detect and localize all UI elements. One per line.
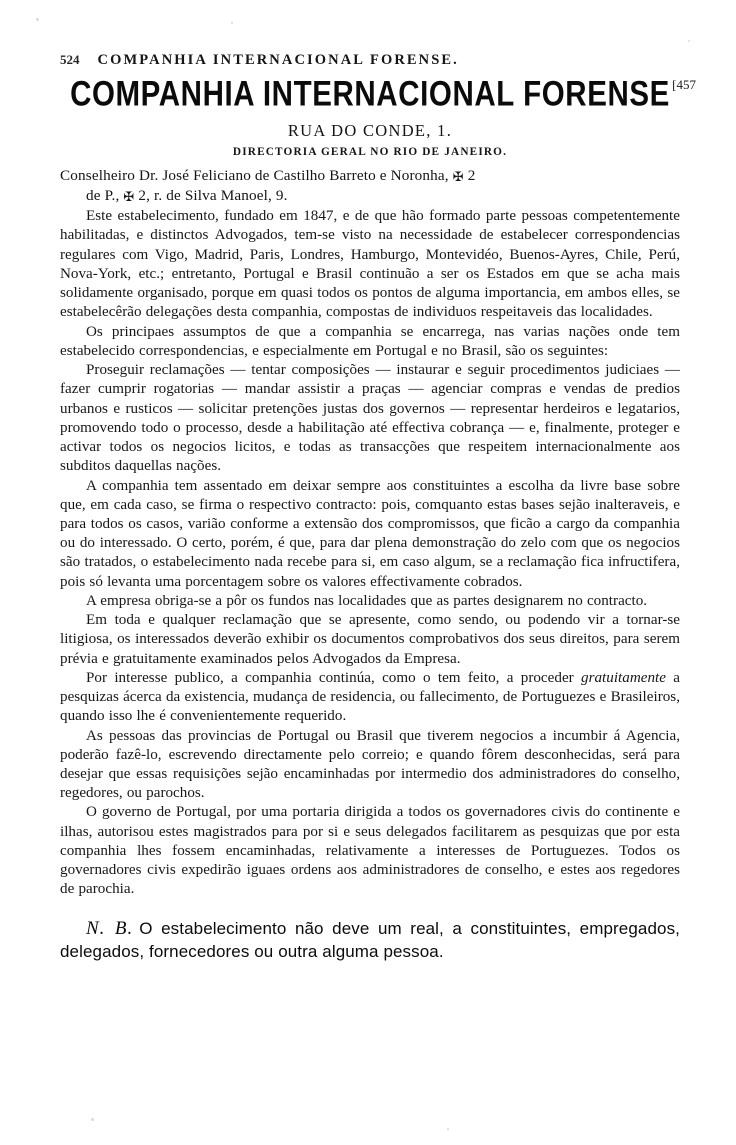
address-subtitle: RUA DO CONDE, 1. [287, 121, 453, 140]
scan-speck [91, 1118, 94, 1121]
page-title: COMPANHIA INTERNACIONAL FORENSE [70, 75, 670, 114]
running-head-title: COMPANHIA INTERNACIONAL FORENSE. [97, 52, 459, 68]
nota-bene-mark: N. B. [86, 917, 134, 939]
cross-icon-1: ✠ [452, 170, 464, 185]
title-block [60, 75, 696, 158]
paragraph: A empresa obriga-se a pôr os fundos nas localidades que as partes designarem no contracto. [86, 592, 648, 609]
nota-bene-text: O estabelecimento não deve um real, a constituintes, empregados, delegados, fornecedores ou outra alguma pessoa. [60, 918, 680, 961]
paragraph-with-italic [60, 669, 680, 727]
director-prefix-2: de P., [86, 186, 120, 204]
scan-speck [688, 40, 690, 42]
director-address-2: 2, r. de Silva Manoel, 9. [138, 186, 288, 204]
paragraph: As pessoas das provincias de Portugal ou Brasil que tiverem negocios a incumbir á Agencia, poderão fazê-lo, escrevendo directamente pelo correio; e quando fôrem desconhecidas, será para desejar que essas requisições sejão encaminhadas por intermedio dos administradores do conselho, regedores, ou parochos. [60, 727, 680, 802]
paragraph: Em toda e qualquer reclamação que se apresente, como sendo, ou podendo vir a tornar-se litigiosa, os interessados deverão exhibir os documentos comprobativos dos seus direitos, para serem prévia e gratuitamente examinados pelos Advogados da Empresa. [60, 612, 680, 667]
paragraph: A companhia tem assentado em deixar sempre aos constituintes a escolha da livre base sobre que, em cada caso, se firma o respectivo contracto: pois, comquanto estas bases sejão inalteraveis, e para todos os casos, varião conforme a extensão dos compromissos, que ficão a cargo da companhia ou do interessado. O certo, porém, é que, para dar plena demonstração do zelo com que os negocios são tratados, o estabelecimento nada recebe para si, em caso algum, se a reclamação fica infructifera, pois só levanta uma porcentagem sobre os valores effectivamente cobrados. [60, 477, 680, 590]
director-grade-1: 2 [467, 167, 476, 184]
page-folio: 524 [60, 52, 80, 67]
scan-speck [36, 18, 39, 21]
running-head [60, 52, 680, 69]
paragraph-italic-post: a pesquizas ácerca da existencia, mudança de residencia, ou fallecimento, de Portuguezes e Brasileiros, quando isso lhe é convenientemente requerido. [60, 669, 680, 725]
paragraph: Proseguir reclamações — tentar composições — instaurar e seguir procedimentos judiciaes — fazer cumprir rogatorias — mandar assistir a praças — agenciar compras e vendas de predios urbanos e rusticos — solicitar pretenções justas dos governos — representar herdeiros e legatarios, promovendo todo o processo, desde a habilitação até effectiva cobrança — e, finalmente, proteger e activar todos os negocios licitos, e todas as transacções que respeitem internacionalmente aos subditos daquellas nações. [60, 362, 680, 475]
director-name-1: Conselheiro Dr. José Feliciano de Castilho Barreto e Noronha, [60, 167, 449, 184]
nota-bene-block [60, 916, 680, 964]
scan-speck [231, 22, 233, 24]
paragraph-italic-pre: Por interesse publico, a companhia continúa, como o tem feito, a proceder [86, 669, 582, 686]
paragraph: Este estabelecimento, fundado em 1847, e de que hão formado parte pessoas competentemente habilitadas, e distinctos Advogados, tem-se visto na necessidade de estabelecer correspondencias regulares com Vigo, Madrid, Paris, Londres, Hamburgo, Montevidéo, Buenos-Ayres, Chile, Perú, Nova-York, etc.; entretanto, Portugal e Brasil continuão a ser os Estados em que se acha mais solidamente organisado, porque em quasi todos os pontos de alguma importancia, em ambos elles, se estabelecêrão delegações desta companhia, compostas de individuos respeitaveis das localidades. [60, 208, 680, 321]
bracket-number: [457 [672, 77, 696, 92]
paragraph: O governo de Portugal, por uma portaria dirigida a todos os governadores civis do continente e ilhas, autorisou estes magistrados para por si e seus delegados facilitarem as pesquizas que por esta companhia lhes fossem encaminhadas, relativamente a interesses de Portuguezes. Todos os governadores civis expedirão iguaes ordens aos administradores de conselho, e estes aos regedores de parochia. [60, 804, 680, 898]
paragraph: Os principaes assumptos de que a companhia se encarrega, nas varias nações onde tem estabelecido correspondencias, e especialmente em Portugal e no Brasil, são os seguintes: [60, 323, 680, 359]
directors-line-2 [60, 186, 680, 206]
paragraph-italic-word: gratuitamente [581, 669, 666, 686]
scan-speck [447, 1128, 449, 1130]
directors-block [60, 166, 680, 205]
office-subtitle: DIRECTORIA GERAL NO RIO DE JANEIRO. [232, 146, 508, 158]
cross-icon-2: ✠ [123, 189, 135, 205]
